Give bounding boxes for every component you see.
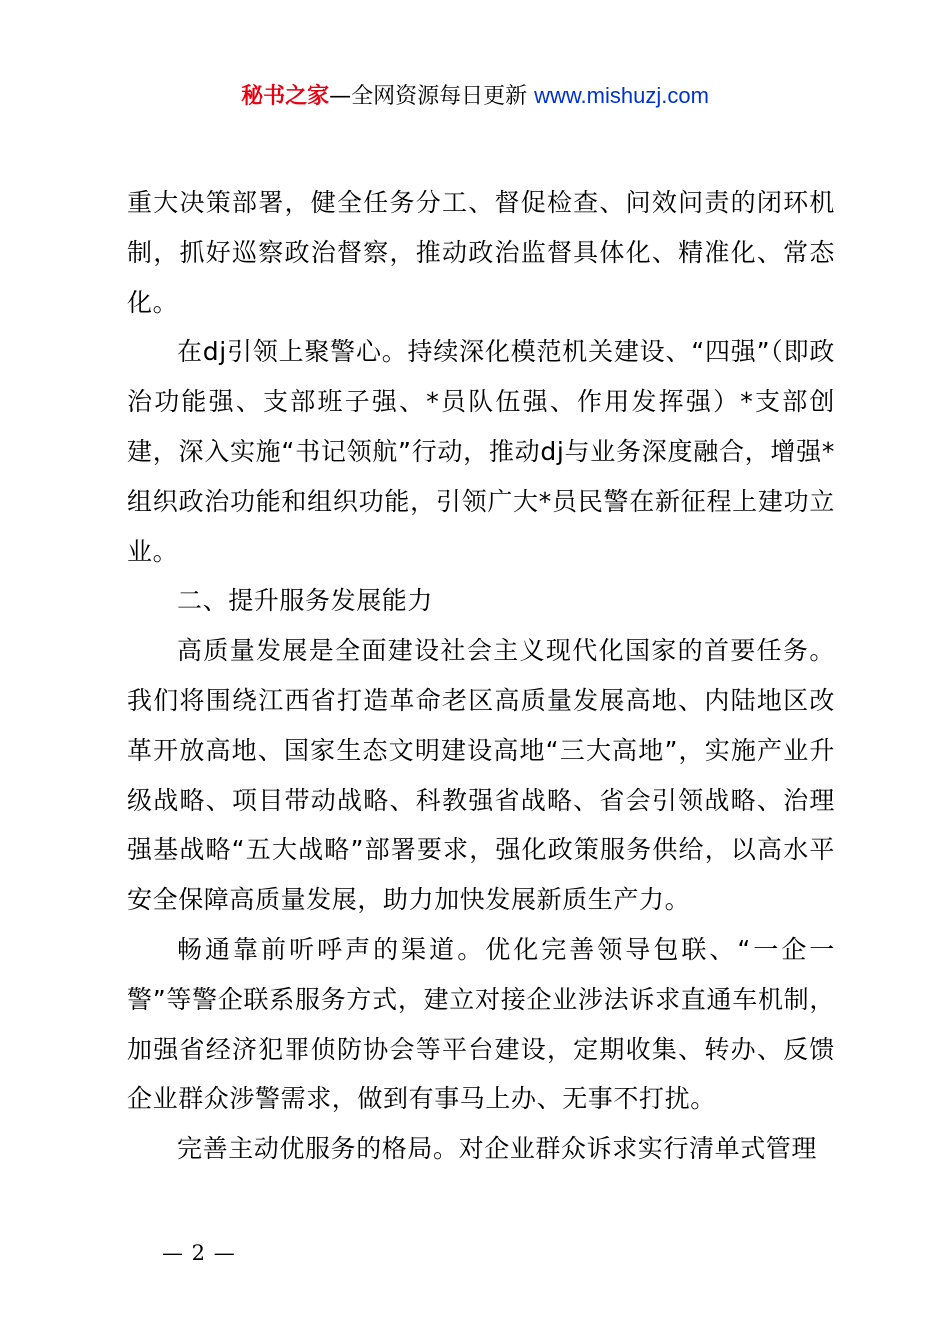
paragraph: 高质量发展是全面建设社会主义现代化国家的首要任务。我们将围绕江西省打造革命老区高质量发展高地、内陆地区改革开放高地、国家生态文明建设高地“三大高地”，实施产业升级战略、项目带动战略、科教强省战略、省会引领战略、治理强基战略“五大战略”部署要求，强化政策服务供给，以高水平安全保障高质量发展，助力加快发展新质生产力。 [127,636,835,915]
section-heading: 二、提升服务发展能力 [177,586,434,616]
site-url-link[interactable]: www.mishuzj.com [534,83,709,108]
paragraph-continued: 重大决策部署，健全任务分工、督促检查、问效问责的闭环机制，抓好巡察政治督察，推动政治监督具体化、精准化、常态化。 [127,188,835,317]
paragraph: 在dj引领上聚警心。持续深化模范机关建设、“四强”（即政治功能强、支部班子强、*员队伍强、作用发挥强）*支部创建，深入实施“书记领航”行动，推动dj与业务深度融合，增强*组织政治功能和组织功能，引领广大*员民警在新征程上建功立业。 [127,337,835,566]
header-tagline: 全网资源每日更新 [351,84,528,109]
page-header [0,80,950,113]
document-body [127,178,835,1174]
paragraph: 完善主动优服务的格局。对企业群众诉求实行清单式管理 [177,1134,818,1164]
site-brand: 秘书之家 [241,84,330,109]
paragraph: 畅通靠前听呼声的渠道。优化完善领导包联、“一企一警”等警企联系服务方式，建立对接企业涉法诉求直通车机制，加强省经济犯罪侦防协会等平台建设，定期收集、转办、反馈企业群众涉警需求，做到有事马上办、无事不打扰。 [127,934,835,1114]
page-number: — 2 — [162,1241,236,1265]
header-separator: — [329,84,352,109]
